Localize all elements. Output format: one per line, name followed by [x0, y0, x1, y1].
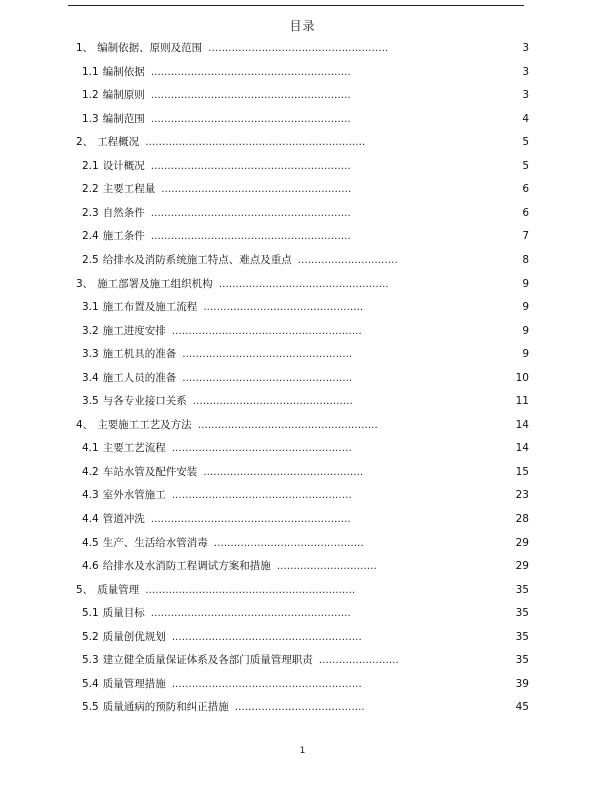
toc-entry-number: 3.5 [82, 395, 99, 408]
toc-entry[interactable] [0, 111, 605, 127]
toc-entry-leader: …………………………………………………… [150, 608, 351, 620]
toc-entry-leader: ………………………… [297, 254, 398, 266]
toc-entry-page: 29 [515, 560, 529, 573]
toc-entry-leader: ………………………………………………… [161, 184, 352, 196]
toc-entry-label [82, 323, 362, 340]
toc-entry-label [82, 699, 365, 716]
toc-entry-leader: ………………………………… [234, 702, 365, 714]
toc-entry-page: 3 [522, 89, 529, 102]
toc-entry-number: 2.3 [82, 206, 99, 219]
toc-entry-label [82, 652, 399, 669]
toc-entry-number: 2、 [76, 136, 94, 149]
toc-entry-title: 质量管理措施 [102, 677, 166, 690]
toc-entry-number: 1.1 [82, 65, 99, 78]
toc-entry-label [76, 417, 378, 434]
toc-entry-label [82, 464, 363, 481]
toc-entry-page: 39 [515, 677, 529, 690]
toc-entry-page: 29 [515, 536, 529, 549]
toc-entry-title: 施工布置及施工流程 [102, 301, 198, 314]
toc-entry-title: 编制原则 [102, 89, 145, 102]
toc-entry[interactable] [0, 40, 605, 56]
toc-entry-leader: ……………………………………………… [171, 443, 352, 455]
toc-entry-leader: ………………………………………………………… [145, 137, 366, 149]
toc-entry-label [82, 393, 353, 410]
toc-entry-leader: …………………………………………………… [150, 231, 351, 243]
toc-entry-title: 施工机具的准备 [102, 348, 177, 361]
toc-entry-page: 9 [522, 348, 529, 361]
toc-entry-leader: …………………………………………………… [150, 66, 351, 78]
toc-entry[interactable] [0, 558, 605, 574]
toc-entry[interactable] [0, 511, 605, 527]
toc-entry-label [82, 181, 351, 198]
toc-entry-label [82, 64, 351, 81]
toc-entry-number: 5.2 [82, 630, 99, 643]
toc-entry-label [82, 511, 351, 528]
toc-entry-label [82, 605, 351, 622]
toc-entry[interactable] [0, 535, 605, 551]
toc-entry[interactable] [0, 582, 605, 598]
toc-entry[interactable] [0, 440, 605, 456]
toc-entry-page: 7 [522, 230, 529, 243]
toc-entry-page: 4 [522, 112, 529, 125]
toc-entry-label [82, 111, 351, 128]
toc-entry-leader: …………………………………………… [182, 349, 353, 361]
toc-entry-title: 编制依据 [102, 65, 145, 78]
toc-entry-leader: ……………………………………………… [171, 490, 352, 502]
toc-entry-title: 施工进度安排 [102, 324, 166, 337]
toc-entry-title: 设计概况 [102, 159, 145, 172]
toc-entry-number: 3.1 [82, 301, 99, 314]
toc-entry[interactable] [0, 158, 605, 174]
toc-entry[interactable] [0, 417, 605, 433]
toc-entry-number: 5.3 [82, 654, 99, 667]
toc-entry-leader: ………………………………………………… [171, 325, 362, 337]
toc-entry[interactable] [0, 299, 605, 315]
toc-entry-leader: ……………………………………… [213, 537, 364, 549]
toc-entry-title: 施工部署及施工组织机构 [97, 277, 213, 290]
toc-entry[interactable] [0, 370, 605, 386]
toc-entry[interactable] [0, 652, 605, 668]
toc-entry-title: 施工条件 [102, 230, 145, 243]
toc-entry[interactable] [0, 134, 605, 150]
toc-entry[interactable] [0, 252, 605, 268]
toc-entry-title: 质量通病的预防和纠正措施 [102, 701, 229, 714]
toc-entry-page: 9 [522, 277, 529, 290]
toc-entry[interactable] [0, 699, 605, 715]
toc-entry-leader: ………………………………………… [203, 466, 364, 478]
toc-entry[interactable] [0, 346, 605, 362]
toc-entry-number: 1.2 [82, 89, 99, 102]
toc-entry-number: 2.2 [82, 183, 99, 196]
toc-entry-page: 9 [522, 301, 529, 314]
toc-entry-label [82, 535, 364, 552]
toc-entry[interactable] [0, 676, 605, 692]
toc-entry-page: 23 [515, 489, 529, 502]
toc-entry-number: 5.5 [82, 701, 99, 714]
toc-entry-title: 室外水管施工 [102, 489, 166, 502]
toc-entry-number: 4.5 [82, 536, 99, 549]
toc-entry-leader: ……………………………………………………… [145, 584, 356, 596]
page-number: 1 [299, 746, 306, 756]
toc-entry-leader: ……………………………………………… [197, 419, 378, 431]
toc-entry-label [82, 629, 362, 646]
toc-entry-label [82, 346, 352, 363]
toc-entry-title: 主要施工工艺及方法 [97, 418, 192, 431]
toc-entry-page: 9 [522, 324, 529, 337]
toc-entry-label [76, 134, 365, 151]
toc-entry-number: 3、 [76, 277, 94, 290]
toc-entry-label [82, 299, 363, 316]
toc-entry-number: 3.3 [82, 348, 99, 361]
toc-entry-page: 10 [515, 371, 529, 384]
toc-entry-leader: ………………………………………… [203, 302, 364, 314]
toc-entry-page: 6 [522, 206, 529, 219]
toc-entry-title: 与各专业接口关系 [102, 395, 187, 408]
toc-entry-label [76, 582, 355, 599]
toc-entry-page: 45 [515, 701, 529, 714]
toc-entry-page: 28 [515, 513, 529, 525]
toc-entry-number: 4.1 [82, 442, 99, 455]
toc-entry-page: 11 [515, 395, 529, 408]
toc-entry-label [82, 205, 351, 222]
toc-entry-leader: …………………………………………………… [150, 160, 351, 172]
toc-entry-label [82, 676, 362, 693]
toc-entry-label [82, 87, 351, 104]
toc-entry-title: 建立健全质量保证体系及各部门质量管理职责 [102, 654, 313, 667]
toc-entry[interactable] [0, 323, 605, 339]
toc-entry-number: 5.1 [82, 607, 99, 620]
toc-entry-title: 车站水管及配件安装 [102, 465, 198, 478]
toc-entry-label [82, 487, 352, 504]
toc-entry-title: 工程概况 [97, 136, 140, 149]
toc-entry[interactable] [0, 181, 605, 197]
toc-entry-title: 管道冲洗 [102, 513, 145, 525]
toc-entry-label [82, 370, 352, 387]
toc-entry-leader: …………………………………………………… [150, 207, 351, 219]
toc-entry-number: 2.5 [82, 253, 99, 266]
toc-entry-leader: …………………………………………… [218, 278, 389, 290]
toc-entry-label [82, 558, 377, 575]
toc-entry-label [82, 158, 351, 175]
toc-entry-number: 4.4 [82, 513, 99, 525]
toc-entry[interactable] [0, 276, 605, 292]
toc-entry-number: 4.2 [82, 465, 99, 478]
toc-entry-title: 主要工艺流程 [102, 442, 166, 455]
toc-entry[interactable] [0, 629, 605, 645]
toc-entry-title: 编制范围 [102, 112, 145, 125]
toc-entry-page: 35 [515, 607, 529, 620]
toc-entry-page: 3 [522, 65, 529, 78]
toc-entry-page: 3 [522, 42, 529, 54]
toc-entry-leader: …………………………………………………… [150, 514, 351, 525]
toc-entry-leader: …………………………………………………… [150, 113, 351, 125]
toc-title: 目录 [289, 19, 316, 33]
toc-entry-label [82, 440, 352, 457]
toc-entry-title: 给排水及消防系统施工特点、难点及重点 [102, 253, 292, 266]
toc-entry-number: 2.4 [82, 230, 99, 243]
toc-entry-leader: …………………… [318, 655, 399, 667]
toc-entry-title: 主要工程量 [102, 183, 156, 196]
toc-entry[interactable] [0, 228, 605, 244]
toc-entry-page: 35 [515, 654, 529, 667]
toc-entry[interactable] [0, 64, 605, 80]
toc-entry-page: 14 [515, 442, 529, 455]
toc-entry[interactable] [0, 393, 605, 409]
toc-entry-title: 给排水及水消防工程调试方案和措施 [102, 560, 271, 573]
toc-entry-page: 8 [522, 253, 529, 266]
toc-entry-leader: ………………………………………… [192, 396, 353, 408]
toc-entry-number: 4、 [76, 418, 94, 431]
toc-entry-number: 3.2 [82, 324, 99, 337]
toc-entry-page: 5 [522, 136, 529, 149]
toc-entry-leader: …………………………………………………… [150, 90, 351, 102]
toc-entry-title: 质量目标 [102, 607, 145, 620]
toc-entry-number: 4.3 [82, 489, 99, 502]
toc-entry[interactable] [0, 87, 605, 103]
toc-entry-number: 5、 [76, 583, 94, 596]
toc-entry-page: 6 [522, 183, 529, 196]
toc-entry-leader: ……………………………………………… [208, 43, 389, 54]
toc-entry-title: 编制依据、原则及范围 [97, 42, 203, 54]
toc-entry-title: 自然条件 [102, 206, 145, 219]
toc-entry-number: 3.4 [82, 371, 99, 384]
toc-entry-page: 5 [522, 159, 529, 172]
toc-entry-page: 35 [515, 630, 529, 643]
toc-entry-title: 生产、生活给水管消毒 [102, 536, 208, 549]
toc-entry-leader: ………………………… [276, 561, 377, 573]
toc-entry-title: 质量管理 [97, 583, 140, 596]
toc-entry-page: 14 [515, 418, 529, 431]
toc-entry-page: 15 [515, 465, 529, 478]
toc-entry[interactable] [0, 205, 605, 221]
toc-entry-title: 质量创优规划 [102, 630, 166, 643]
toc-entry-leader: ………………………………………………… [171, 678, 362, 690]
toc-entry-leader: ………………………………………………… [171, 631, 362, 643]
toc-entry-label [76, 276, 389, 293]
toc-entry-title: 施工人员的准备 [102, 371, 177, 384]
toc-entry-number: 2.1 [82, 159, 99, 172]
toc-entry[interactable] [0, 487, 605, 503]
toc-entry-leader: …………………………………………… [182, 372, 353, 384]
toc-entry-label [82, 228, 351, 245]
toc-entry-label [76, 40, 388, 57]
toc-entry-page: 35 [515, 583, 529, 596]
toc-entry[interactable] [0, 464, 605, 480]
toc-entry-number: 1.3 [82, 112, 99, 125]
header-rule [68, 5, 524, 6]
toc-entry[interactable] [0, 605, 605, 621]
toc-entry-number: 1、 [76, 42, 94, 54]
toc-entry-number: 5.4 [82, 677, 99, 690]
toc-entry-number: 4.6 [82, 560, 99, 573]
toc-entry-label [82, 252, 398, 269]
